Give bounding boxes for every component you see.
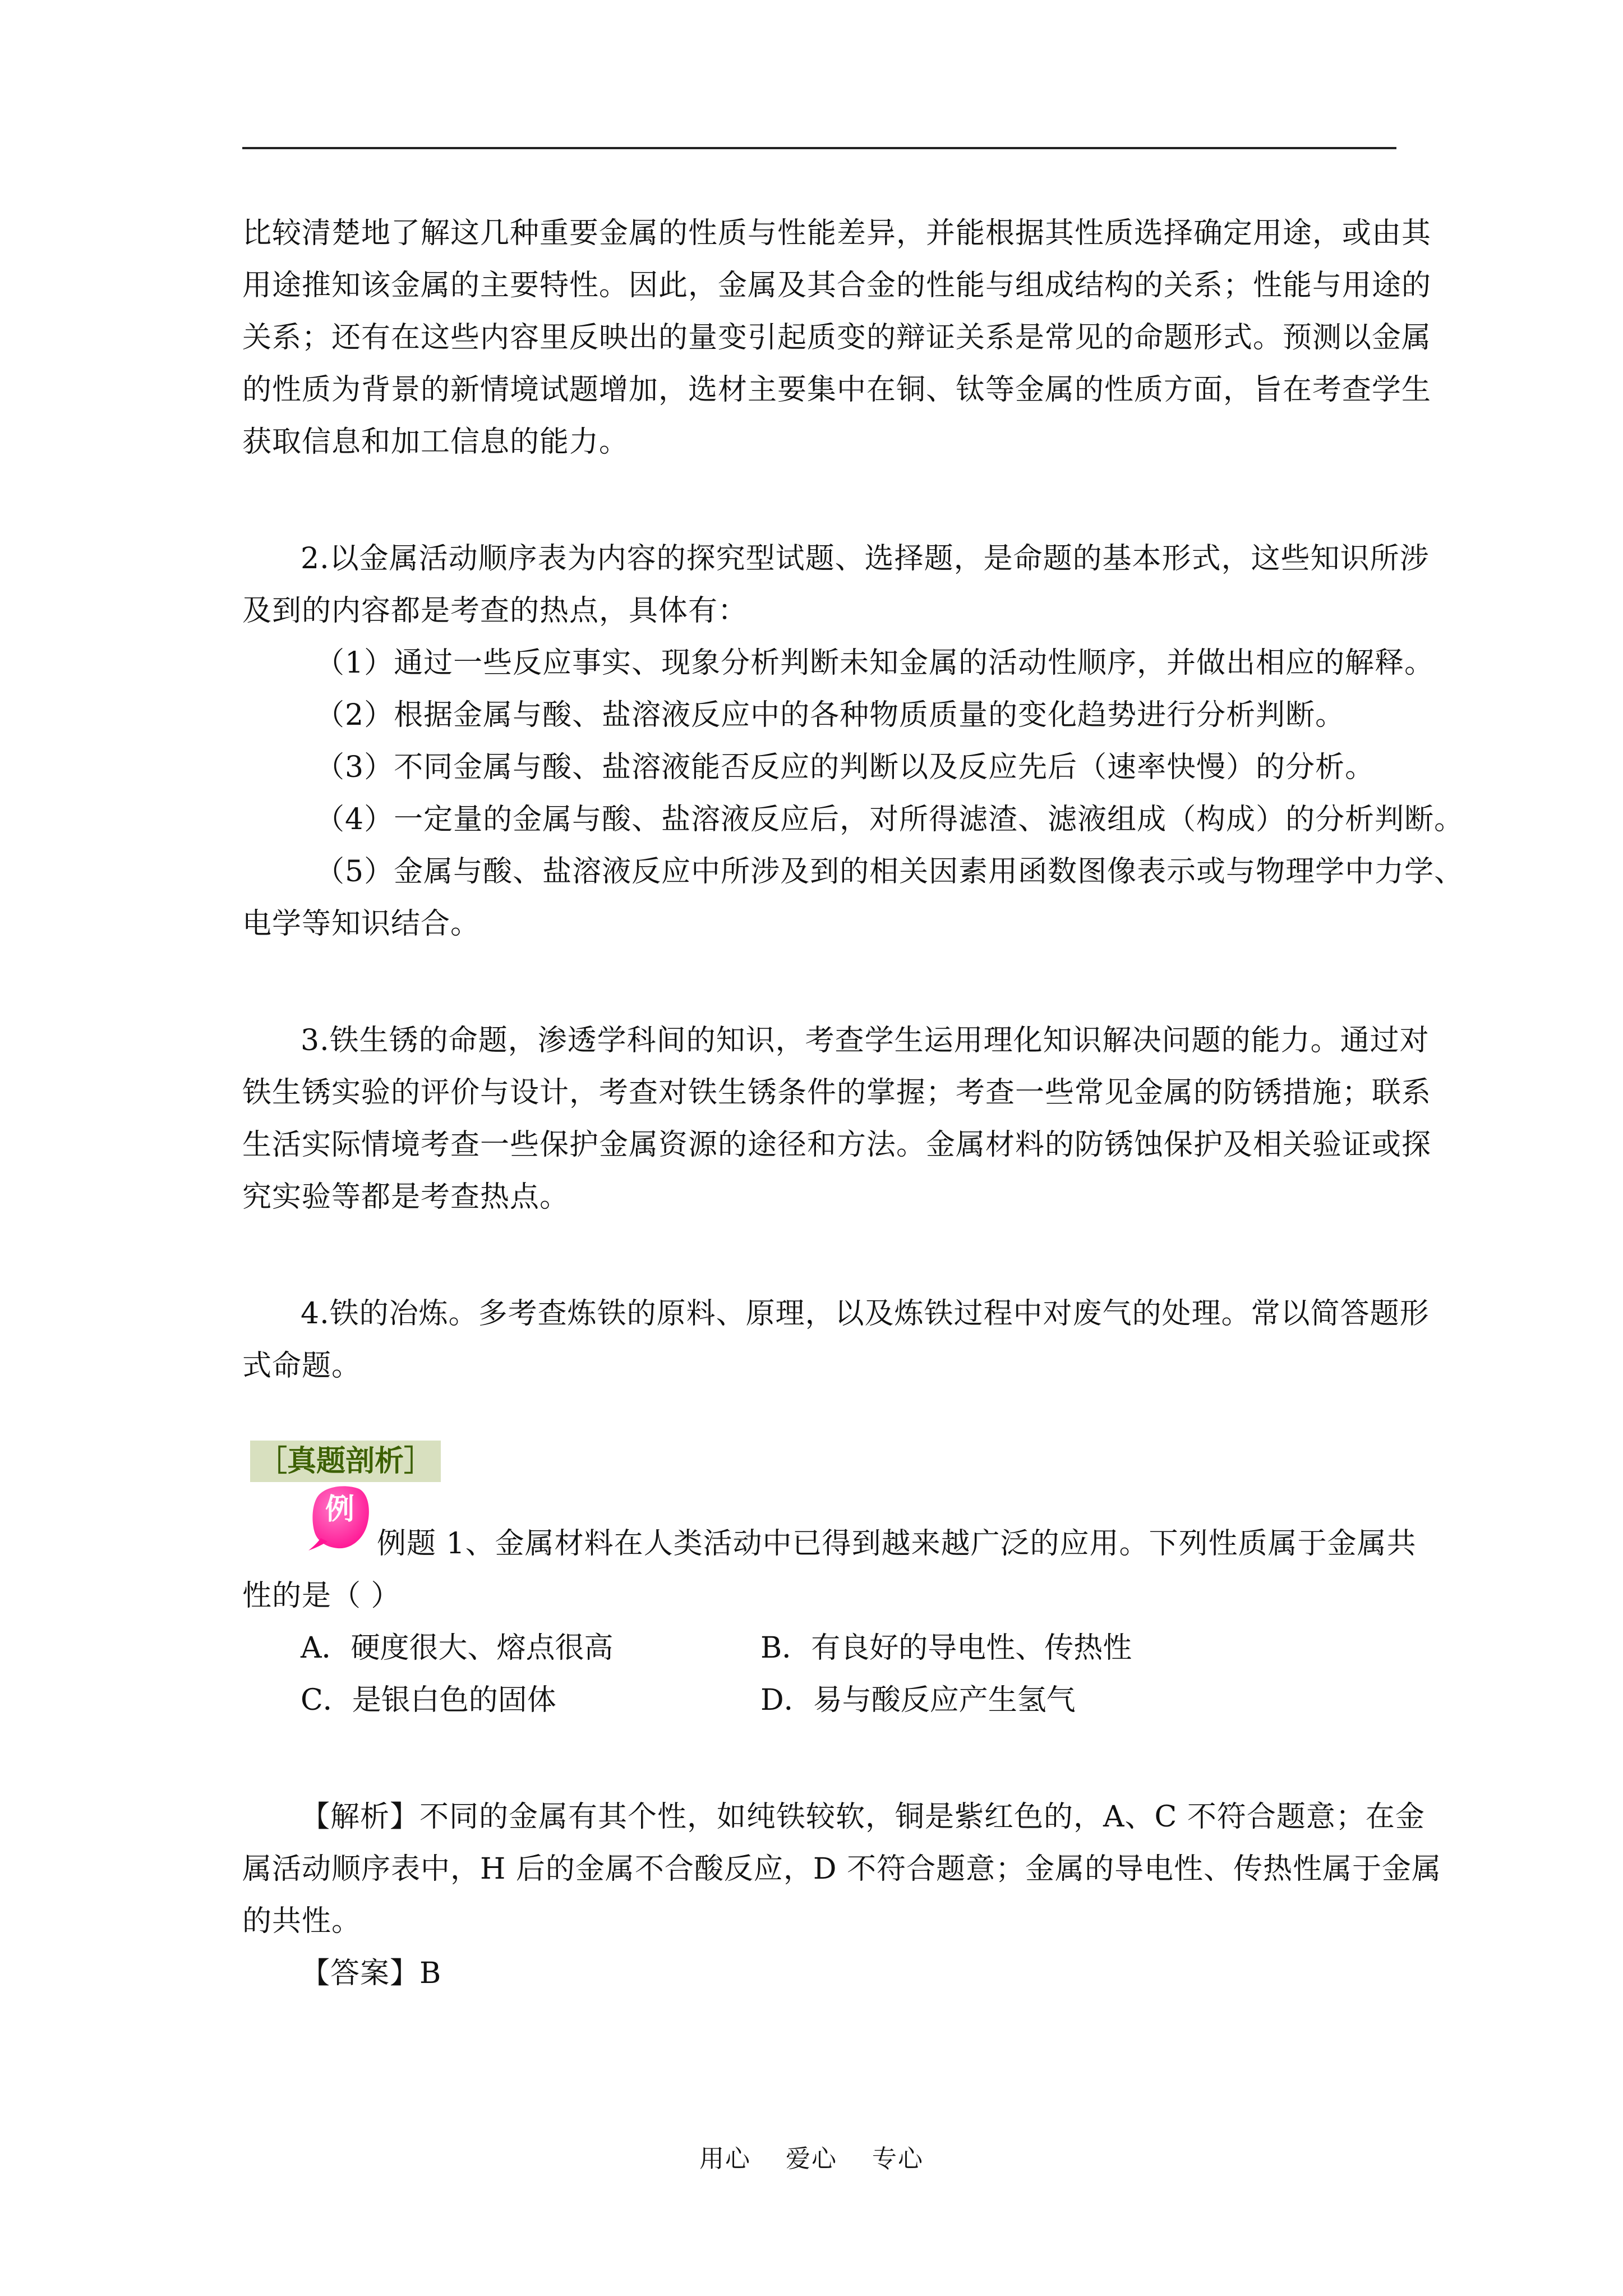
point2-line-2: 及到的内容都是考查的热点，具体有： (242, 594, 748, 628)
option-b: B．有良好的导电性、传热性 (760, 1631, 1132, 1665)
point2-tail: 电学等知识结合。 (242, 907, 481, 941)
point4-line-1: 4.铁的冶炼。多考查炼铁的原料、原理，以及炼铁过程中对废气的处理。常以简答题形 (301, 1297, 1430, 1331)
header-rule (242, 147, 1396, 149)
option-a: A．硬度很大、熔点很高 (301, 1631, 614, 1665)
question-line-1: 例题 1、金属材料在人类活动中已得到越来越广泛的应用。下列性质属于金属共 (377, 1527, 1417, 1561)
point2-item-4: （4）一定量的金属与酸、盐溶液反应后，对所得滤渣、滤液组成（构成）的分析判断。 (315, 803, 1464, 836)
option-d: D．易与酸反应产生氢气 (760, 1683, 1076, 1717)
point3-line-2: 铁生锈实验的评价与设计，考查对铁生锈条件的掌握；考查一些常见金属的防锈措施；联系 (242, 1076, 1432, 1110)
intro-line-2: 用途推知该金属的主要特性。因此，金属及其合金的性能与组成结构的关系；性能与用途的 (242, 269, 1432, 302)
intro-line-5: 获取信息和加工信息的能力。 (242, 425, 629, 459)
point3-line-1: 3.铁生锈的命题，渗透学科间的知识，考查学生运用理化知识解决问题的能力。通过对 (301, 1024, 1430, 1057)
analysis-line-1: 【解析】不同的金属有其个性，如纯铁较软，铜是紫红色的，A、C 不符合题意；在金 (301, 1800, 1425, 1834)
point2-item-1: （1）通过一些反应事实、现象分析判断未知金属的活动性顺序，并做出相应的解释。 (315, 646, 1435, 680)
point2-line-1: 2.以金属活动顺序表为内容的探究型试题、选择题，是命题的基本形式，这些知识所涉 (301, 542, 1430, 576)
option-c: C．是银白色的固体 (301, 1683, 556, 1717)
page-footer: 用心 爱心 专心 (699, 2145, 924, 2173)
question-line-2: 性的是（ ） (242, 1579, 401, 1613)
point3-line-4: 究实验等都是考查热点。 (242, 1180, 570, 1214)
intro-line-1: 比较清楚地了解这几种重要金属的性质与性能差异，并能根据其性质选择确定用途，或由其 (242, 217, 1432, 250)
point3-line-3: 生活实际情境考查一些保护金属资源的途径和方法。金属材料的防锈蚀保护及相关验证或探 (242, 1128, 1432, 1162)
example-badge-icon (305, 1482, 371, 1552)
example-badge-label: 例 (325, 1493, 355, 1526)
section-label: ［真题剖析］ (250, 1441, 441, 1482)
intro-line-3: 关系；还有在这些内容里反映出的量变引起质变的辩证关系是常见的命题形式。预测以金属 (242, 321, 1432, 355)
point2-item-2: （2）根据金属与酸、盐溶液反应中的各种物质质量的变化趋势进行分析判断。 (315, 698, 1345, 732)
point2-item-5: （5）金属与酸、盐溶液反应中所涉及到的相关因素用函数图像表示或与物理学中力学、 (315, 855, 1464, 889)
analysis-line-3: 的共性。 (242, 1904, 362, 1938)
analysis-line-2: 属活动顺序表中，H 后的金属不合酸反应，D 不符合题意；金属的导电性、传热性属于金属 (242, 1852, 1442, 1886)
point2-item-3: （3）不同金属与酸、盐溶液能否反应的判断以及反应先后（速率快慢）的分析。 (315, 751, 1375, 784)
point4-line-2: 式命题。 (242, 1349, 362, 1383)
answer-line: 【答案】B (301, 1957, 442, 1990)
intro-line-4: 的性质为背景的新情境试题增加，选材主要集中在铜、钛等金属的性质方面，旨在考查学生 (242, 373, 1432, 407)
